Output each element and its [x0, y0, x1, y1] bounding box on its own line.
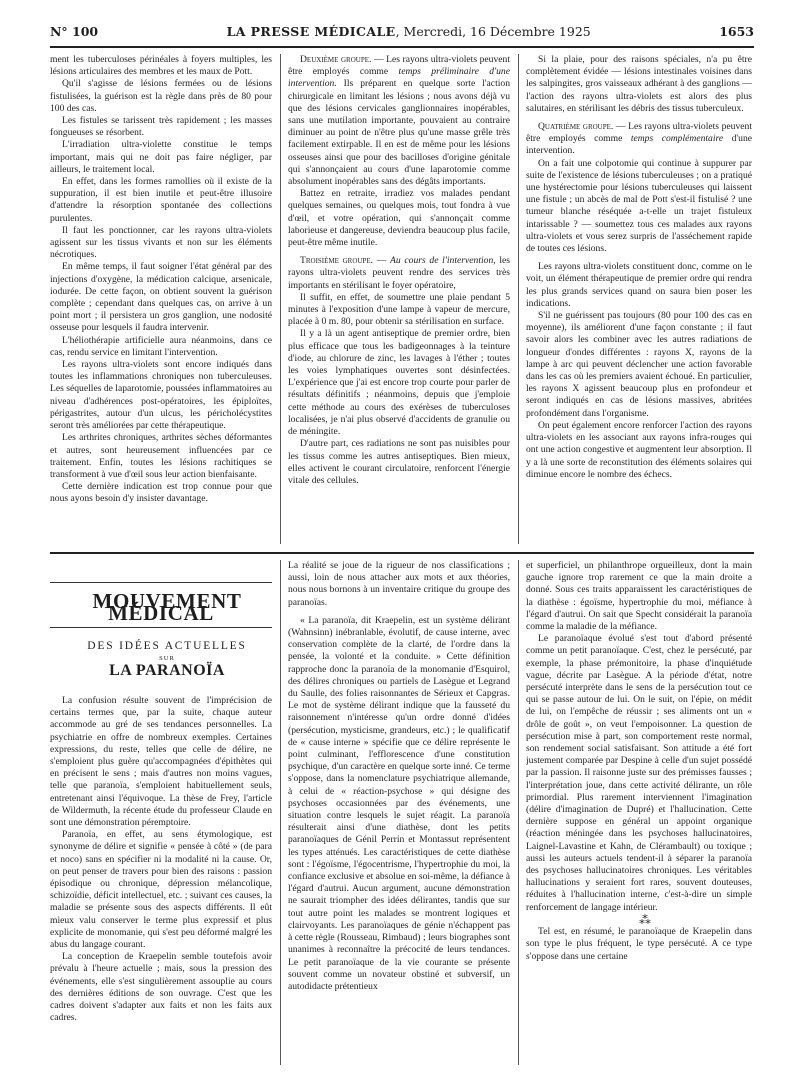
article-heading	[50, 640, 272, 677]
header-rule	[50, 46, 754, 48]
group-lead: Troisième groupe.	[300, 255, 374, 267]
paragraph: Si la plaie, pour des raisons spéciales, n'a pu être complètement évidée — lésions intestinales voisines dans les salpingites, gros vaisseaux adhérant à des ganglions — l'action des rayons ultra-violets est alors des plus salutaires, en stérilisant les débris des tissus tuberculeux.	[526, 54, 752, 114]
text-run: — Les rayons ultra-violets peuvent être employés comme	[288, 54, 510, 78]
paragraph: Les rayons ultra-violets constituent donc, comme on le voit, un élément thérapeutique de premier ordre qui rendra les plus grands services quand on saura bien poser les indications.	[526, 261, 752, 309]
paragraph: La conception de Kraepelin semble toutefois avoir prévalu à l'heure actuelle ; mais, sous la pression des événements, elle s'est singulièrement assouplie au cours des dernières éditions de son ouvrage. C'est que les cadres doivent s'adapter aux faits et non les faits aux cadres.	[50, 951, 272, 1024]
text-run: —	[373, 255, 391, 267]
paragraph: On peut également encore renforcer l'action des rayons ultra-violets en les associant aux rayons infra-rouges qui ont une action congestive et augmentent leur absorption. Il y a là une sorte de reconstitution des éléments solaires qui diminue encore le nombre des échecs.	[526, 419, 752, 480]
section-heading-box	[50, 582, 272, 628]
emphasis: temps complémentaire	[630, 133, 724, 145]
paragraph: Qu'il s'agisse de lésions fermées ou de lésions fistulisées, la guérison est la règle dans près de 80 pour 100 des cas.	[50, 78, 272, 114]
journal-name: LA PRESSE MÉDICALE	[226, 24, 396, 39]
paragraph: S'il ne guérissent pas toujours (80 pour 100 des cas en moyenne), ils améliorent d'une façon constante ; il faut savoir alors les combiner avec les autres radiations de longueur d'ondes différentes : rayons X, rayons de la lampe à arc qui peuvent déclencher une action favorable dans les cas où les premiers avaient échoué. En particulier, les rayons X agissent beaucoup plus en profondeur et seront indiqués en cas de lésions massives, abritées profondément dans l'organisme.	[526, 310, 752, 419]
upper-col-3	[526, 54, 752, 544]
paragraph: « La paranoïa, dit Kraepelin, est un système délirant (Wahnsinn) inébranlable, évolutif, de cause interne, avec conservation complète de la clarté, de l'ordre dans la pensée, la volonté et la conduite. » Cette définition rapproche donc la paranoïa de la monomanie d'Esquirol, des délires chroniques ou partiels de Lasègue et Legrand du Saulle, des folies raisonnantes de Sérieux et Capgras. Le mot de système délirant indique que la fausseté du raisonnement n'intéresse qu'un ordre donné d'idées (persécution, mysticisme, grandeurs, etc.) ; le qualificatif de « cause interne » spécifie que ce délire représente le point culminant, l'efflorescence d'une constitution psychique, d'un caractère en quelque sorte inné. Ce terme s'oppose, dans la nomenclature psychiatrique allemande, à celui de « réaction-psychose » qui désigne des psychoses occasionnées par des événements, une situation contre lesquels le sujet réagit. La paranoïa résulterait ainsi d'une diathèse, dont les petits paranoïaques de Génil Perrin et Montassut représentent les types atténués. Les caractéristiques de cette diathèse sont : l'égoïsme, l'égocentrisme, l'hypertrophie du moi, la confiance exclusive et absolue en soi-même, la défiance à l'égard d'autrui. Aucun argument, aucune démonstration ne saurait triompher des idées délirantes, tandis que sur tout autre point les malades se montrent logiques et clairvoyants. Les paranoïaques de génie n'échappent pas à cette règle (Rousseau, Rimbaud) ; leurs biographes sont unanimes à reconnaître la précocité de leurs tendances. Le petit paranoïaque de la vie courante se présente souvent comme un novateur obstiné et subversif, un autodidacte prétentieux	[288, 614, 510, 992]
paragraph: L'héliothérapie artificielle aura néanmoins, dans ce cas, rendu service en limitant l'intervention.	[50, 334, 272, 358]
paragraph: Il suffit, en effet, de soumettre une plaie pendant 5 minutes à l'exposition d'une lampe à vapeur de mercure, placée à 0 m. 80, pour obtenir sa stérilisation en surface.	[288, 291, 510, 328]
upper-col-1	[50, 54, 272, 544]
paragraph: On a fait une colpotomie qui continue à suppurer par suite de l'existence de lésions tuberculeuses ; on a pratiqué une hystérectomie pour lésions tuberculeuses qui laissent une fistule ; un abcès de mal de Pott s'est-il fistulisé ? une tumeur blanche réséquée a-t-elle un trajet fistuleux intarissable ? — soumettez tous ces malades aux rayons ultra-violets et vous serez surpris de l'asséchement rapide de toutes ces lésions.	[526, 157, 752, 255]
paragraph: Tel est, en résumé, le paranoïaque de Kraepelin dans son type le plus fréquent, le type persécuté. A ce type s'oppose dans une certaine	[526, 926, 752, 962]
text-run: d'une intervention.	[526, 133, 752, 157]
column-divider	[280, 54, 281, 544]
paragraph: En même temps, il faut soigner l'état général par des injections d'oxygène, la médication calcique, arsenicale, iodurée. De cette façon, on obtient souvent la guérison complète ; cependant dans quelques cas, on arrive à un point mort ; il persistera un gros ganglion, une nodosité osseuse pour lesquels il faudra intervenir.	[50, 261, 272, 334]
article-supertitle: DES IDÉES ACTUELLES	[87, 640, 247, 653]
paragraph: Paranoïa, en effet, au sens étymologique, est synonyme de délire et signifie « pensée à côté » (de para et noco) sans en spécifier ni la modalité ni la cause. Or, on peut penser de travers pour bien des raisons : passion épisodique ou chronique, dépression mélancolique, schizoïdie, déficit intellectuel, etc. ; suivant ces causes, la maladie se présente sous des aspects différents. Il eût mieux valu conserver le terme plus expressif et plus explicite de monomanie, qui s'est peu déformé malgré les abus du langage courant.	[50, 829, 272, 951]
section-rule	[50, 552, 754, 554]
paragraph: La réalité se joue de la rigueur de nos classifications ; aussi, loin de nous attacher aux mots et aux théories, nous nous bornons à un inventaire critique du groupe des paranoïas.	[288, 560, 510, 608]
lower-col-2	[288, 560, 510, 1065]
paragraph: Battez en retraite, irradiez vos malades pendant quelques semaines, ou quelques mois, tout fondra à vue d'œil, et votre opération, qui s'annonçait comme laborieuse et dangereuse, deviendra beaucoup plus facile, peut-être même inutile.	[288, 188, 510, 249]
paragraph: Cette dernière indication est trop connue pour que nous ayons besoin d'y insister davantage.	[50, 481, 272, 505]
page-number: 1653	[719, 24, 754, 39]
column-divider	[280, 560, 281, 1065]
emphasis: Au cours de l'intervention,	[390, 255, 496, 267]
paragraph: Il y a là un agent antiseptique de premier ordre, bien plus efficace que tous les badigeonnages à la teinture d'iode, au chlorure de zinc, les lavages à l'éther ; toutes les voies lymphatiques ouvertes sont désinfectées. L'expérience que j'ai est encore trop courte pour parler de résultats définitifs ; néanmoins, depuis que j'emploie cette méthode au cours des exérèses de tuberculoses localisées, je n'ai plus observé d'accidents de granulie ou de méningite.	[288, 328, 510, 438]
journal-date: , Mercredi, 16 Décembre 1925	[395, 24, 591, 39]
paragraph	[288, 54, 510, 188]
paragraph: Les arthrites chroniques, arthrites sèches déformantes et autres, sont heureusement influencées par ce traitement. Enfin, toutes les lésions rachitiques se transforment à vue d'œil sous leur action bienfaisante.	[50, 432, 272, 480]
paragraph: D'autre part, ces radiations ne sont pas nuisibles pour les tissus comme les autres antiseptiques. Bien mieux, elles activent le courant circulatoire, renforcent l'énergie vitale des cellules.	[288, 438, 510, 486]
paragraph: Le paranoïaque évolué s'est tout d'abord présenté comme un petit paranoïaque. C'est, chez le persécuté, par exemple, la phase prémonitoire, la phase d'inquiétude vague, décrite par Lasègue. A la période d'état, notre persécuté interprète dans le sens de la persécution tout ce qui se passe autour de lui. On le suit, on l'épie, on médit de lui, on l'empêche de réussir ; ses aliments ont un « drôle de goût », on veut l'empoisonner. La question de persécution mise à part, son comportement reste normal, son rendement social satisfaisant. Son attitude a été fort justement comparée par Despine à celle d'un sujet possédé par la passion. Il raisonne juste sur des prémisses fausses ; l'interprétation joue, dans cette activité délirante, un rôle primordial. Plus rarement interviennent l'imagination (délire d'imagination de Dupré) et l'hallucination. Cette dernière suppose en général un appoint organique (réaction méningée dans les psychoses hallucinatoires, Laignel-Lavastine et Kahn, de Clérambault) ou toxique ; aussi les auteurs actuels tendent-il à séparer la paranoïa des psychoses hallucinatoires chroniques. Les véritables hallucinations y seraient fort rares, souvent douteuses, réduites à l'hallucination interne, c'est-à-dire un simple renforcement de langage intérieur.	[526, 633, 752, 913]
emphasis: temps préliminaire d'une intervention.	[288, 66, 510, 90]
journal-title	[227, 24, 591, 39]
paragraph	[288, 255, 510, 292]
page-header	[50, 24, 754, 44]
lower-col-3	[526, 560, 752, 1065]
paragraph	[526, 121, 752, 158]
section-title: MOUVEMENT MÉDICAL	[92, 589, 242, 626]
text-run: les rayons ultra-violets peuvent rendre des services très importants en stérilisant le foyer opératoire,	[288, 255, 510, 291]
upper-col-2	[288, 54, 510, 544]
article-sur: SUR	[159, 654, 175, 662]
paragraph: et superficiel, un philanthrope orgueilleux, dont la main gauche ignore trop rarement ce que la main droite a donné. Sous ces traits apparaissent les caractéristiques de la diathèse : égoïsme, hypertrophie du moi, méfiance à l'égard d'autrui. On sait que Specht considérait la paranoïa comme la maladie de la méfiance.	[526, 560, 752, 633]
paragraph: L'irradiation ultra-violette constitue le temps important, mais qui ne doit pas faire négliger, par ailleurs, le traitement local.	[50, 139, 272, 175]
paragraph: Il faut les ponctionner, car les rayons ultra-violets agissent sur les tissus vivants et non sur les éléments nécrotiques.	[50, 224, 272, 261]
group-lead: Deuxième groupe.	[300, 54, 372, 65]
lower-col-1	[50, 560, 272, 1065]
paragraph: Les rayons ultra-violets sont encore indiqués dans toutes les inflammations chroniques non tuberculeuses. Les séquelles de laparotomie, poussées inflammatoires au niveau d'adhérences post-opératoires, les épiploïtes, périgastrites, autour d'un ulcus, les péricholécystites seront très améliorées par cette thérapeutique.	[50, 359, 272, 432]
group-lead: Quatrième groupe.	[538, 121, 614, 133]
paragraph: En effet, dans les formes ramollies où il existe de la suppuration, il est bien inutile et peut-être illusoire d'attendre la résorption spontanée des collections purulentes.	[50, 176, 272, 224]
text-run: — Les rayons ultra-violets peuvent être employés comme	[526, 121, 752, 145]
column-divider	[518, 560, 519, 1065]
paragraph: Les fistules se tarissent très rapidement ; les masses fongueuses se résorbent.	[50, 115, 272, 139]
article-title: LA PARANOÏA	[109, 661, 225, 679]
column-divider	[518, 54, 519, 544]
text-run: Ils préparent en quelque sorte l'action chirurgicale en limitant les lésions ; nous avons déjà vu que des lésions cervicales ganglionnaires inopérables, sans une mutilation importante, pouvaient au contraire diminuer au point de n'être plus qu'une masse grêle très facilement extirpable. Il en est de même pour les lésions osseuses ainsi que pour des bacilloses d'origine génitale qui s'annonçaient au cours d'une laparotomie comme absolument inopérables sans des dégâts importants.	[288, 78, 510, 188]
issue-number: N° 100	[50, 24, 99, 39]
paragraph: La confusion résulte souvent de l'imprécision de certains termes que, par la suite, chaque auteur accommode au gré de ses tendances personnelles. La psychiatrie en offre de nombreux exemples. Certaines expressions, du reste, telles que celle de délire, ne s'emploient plus guère qu'accompagnées d'épithètes qui en précisent le sens ; mais d'autres non moins vagues, telle que paranoïa, s'emploient habituellement seuls, entretenant ainsi l'équivoque. La thèse de Frey, l'article de Wildermuth, la récente étude du professeur Claude en sont une démonstration péremptoire.	[50, 695, 272, 829]
paragraph: ment les tuberculoses périnéales à foyers multiples, les lésions articulaires des membres et les maux de Pott.	[50, 54, 272, 78]
asterism: ⁂	[639, 912, 651, 927]
